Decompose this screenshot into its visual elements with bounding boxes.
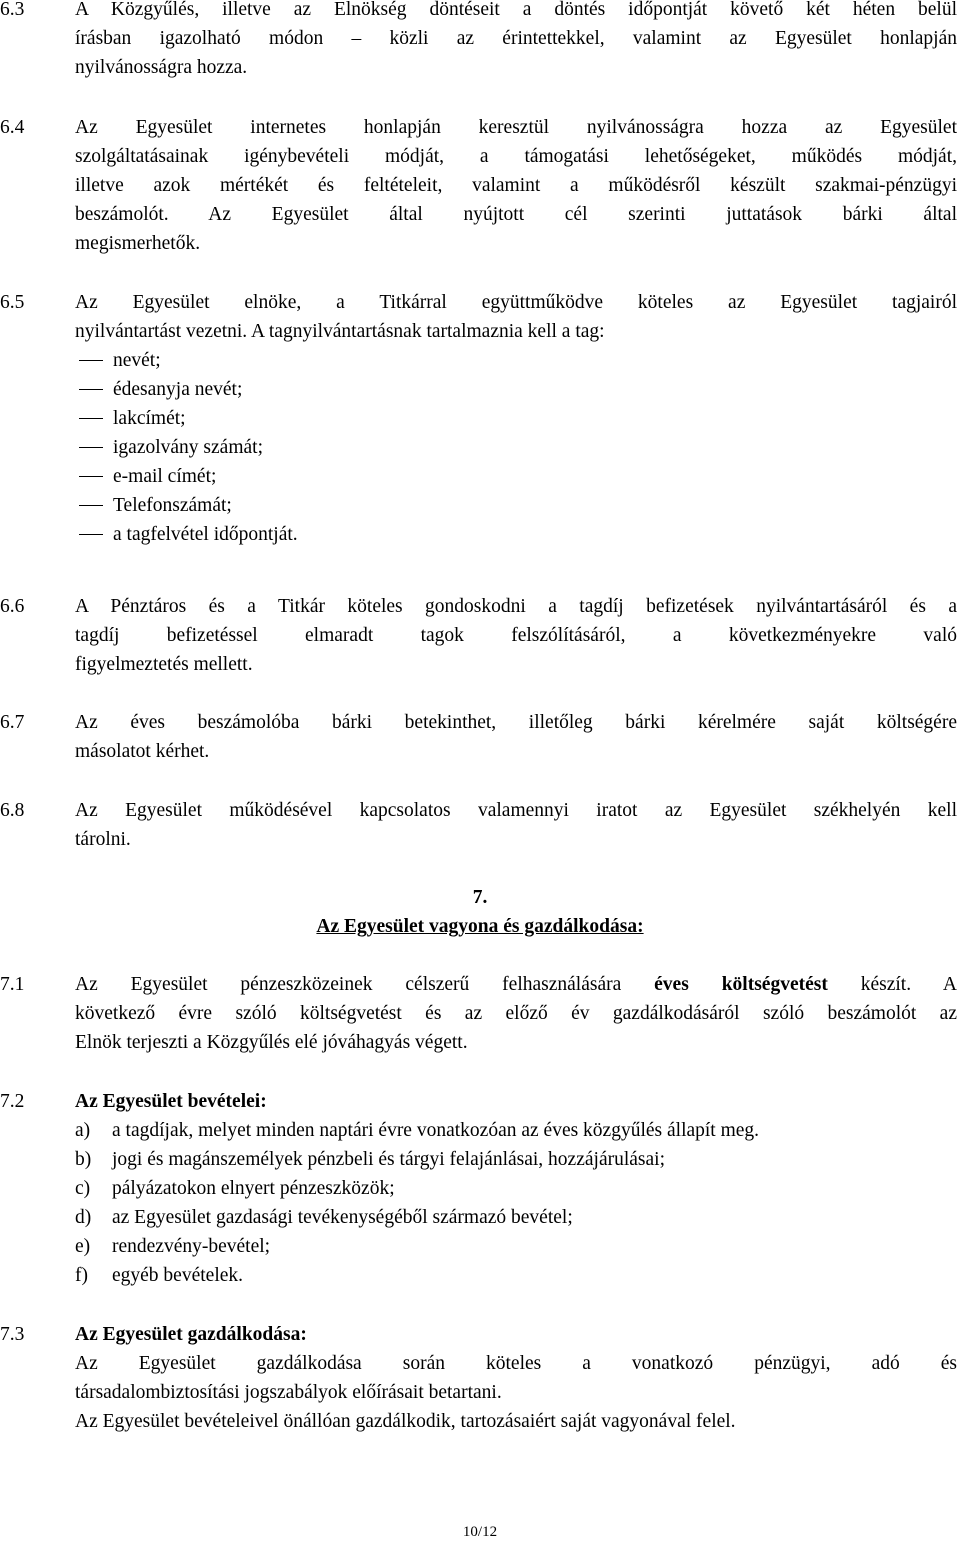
list-item-text: a tagfelvétel időpontját. [113, 524, 298, 545]
paragraph-line: A Közgyűlés, illetve az Elnökség döntéseit a döntés időpontját követő két héten belül [75, 0, 957, 20]
section-heading: Az Egyesület gazdálkodása: [75, 1324, 307, 1345]
paragraph-line: másolatot kérhet. [75, 741, 210, 762]
dash-bullet [79, 534, 103, 535]
section-number: 6.3 [0, 0, 25, 20]
list-label: a) [75, 1120, 91, 1141]
paragraph-line: Az Egyesület elnöke, a Titkárral együttműködve köteles az Egyesület tagjairól [75, 292, 957, 313]
paragraph-line: A Pénztáros és a Titkár köteles gondoskodni a tagdíj befizetések nyilvántartásáról és a [75, 596, 957, 617]
section-number: 6.5 [0, 292, 25, 313]
section-number: 6.6 [0, 596, 25, 617]
text-run: készít. A [827, 974, 957, 995]
section-number: 6.8 [0, 800, 25, 821]
list-label: c) [75, 1178, 91, 1199]
list-item [75, 375, 957, 404]
list-item [75, 1145, 957, 1174]
list-label: d) [75, 1207, 92, 1228]
page-number: 10/12 [462, 1524, 498, 1540]
section-number: 7.1 [0, 974, 25, 995]
list-item [75, 1116, 957, 1145]
list-item [75, 520, 957, 549]
list-item-text: e-mail címét; [113, 466, 217, 487]
bold-term: éves költségvetést [654, 974, 828, 995]
dash-bullet [79, 418, 103, 419]
paragraph-line: írásban igazolható módon – közli az érintettekkel, valamint az Egyesület honlapján [75, 28, 957, 49]
paragraph-line: beszámolót. Az Egyesület által nyújtott cél szerinti juttatások bárki által [75, 204, 957, 225]
list-item-text: pályázatokon elnyert pénzeszközök; [112, 1178, 395, 1199]
paragraph-line: illetve azok mértékét és feltételeit, valamint a működésről készült szakmai-pénzügyi [75, 175, 957, 196]
dash-bullet [79, 360, 103, 361]
list-item-text: édesanyja nevét; [113, 379, 243, 400]
paragraph-line: megismerhetők. [75, 233, 201, 254]
list-item [75, 462, 957, 491]
section-heading: Az Egyesület bevételei: [75, 1091, 267, 1112]
paragraph-line: nyilvánosságra hozza. [75, 57, 248, 78]
dash-bullet [79, 447, 103, 448]
list-item-text: a tagdíjak, melyet minden naptári évre vonatkozóan az éves közgyűlés állapít meg. [112, 1120, 760, 1141]
list-item [75, 1174, 957, 1203]
paragraph-line: következő évre szóló költségvetést és az előző év gazdálkodásáról szóló beszámolót az [75, 1003, 957, 1024]
list-item-text: Telefonszámát; [113, 495, 232, 516]
list-label: f) [75, 1265, 88, 1286]
paragraph-line: tagdíj befizetéssel elmaradt tagok felszólításáról, a következményekre való [75, 625, 957, 646]
list-item [75, 433, 957, 462]
list-item-text: rendezvény-bevétel; [112, 1236, 271, 1257]
paragraph-line: Az Egyesület internetes honlapján keresztül nyilvánosságra hozza az Egyesület [75, 117, 957, 138]
list-item-text: egyéb bevételek. [112, 1265, 244, 1286]
list-label: b) [75, 1149, 92, 1170]
list-item [75, 491, 957, 520]
dash-bullet [79, 505, 103, 506]
list-item-text: nevét; [113, 350, 161, 371]
paragraph-line: tárolni. [75, 829, 131, 850]
list-item-text: jogi és magánszemélyek pénzbeli és tárgyi felajánlásai, hozzájárulásai; [112, 1149, 665, 1170]
chapter-title: Az Egyesület vagyona és gazdálkodása: [316, 916, 644, 937]
section-number: 7.2 [0, 1091, 25, 1112]
list-item-text: az Egyesület gazdasági tevékenységéből származó bevétel; [112, 1207, 573, 1228]
paragraph-line: társadalombiztosítási jogszabályok előírásait betartani. [75, 1382, 502, 1403]
list-item [75, 1232, 957, 1261]
list-item [75, 1203, 957, 1232]
section-number: 6.4 [0, 117, 25, 138]
section-number: 7.3 [0, 1324, 25, 1345]
dash-bullet [79, 389, 103, 390]
text-run: Az Egyesület pénzeszközeinek célszerű felhasználására [75, 974, 655, 995]
dash-bullet [79, 476, 103, 477]
paragraph-line: Az Egyesület gazdálkodása során köteles a vonatkozó pénzügyi, adó és [75, 1353, 957, 1374]
list-item-text: lakcímét; [113, 408, 186, 429]
list-item [75, 346, 957, 375]
list-label: e) [75, 1236, 91, 1257]
section-number: 6.7 [0, 712, 25, 733]
paragraph-line: Az Egyesület működésével kapcsolatos valamennyi iratot az Egyesület székhelyén kell [75, 800, 957, 821]
list-item [75, 404, 957, 433]
paragraph-line: Elnök terjeszti a Közgyűlés elé jóváhagyás végett. [75, 1032, 468, 1053]
list-item [75, 1261, 957, 1290]
paragraph-line: Az éves beszámolóba bárki betekinthet, illetőleg bárki kérelmére saját költségére [75, 712, 957, 733]
paragraph-line: figyelmeztetés mellett. [75, 654, 253, 675]
paragraph-line [75, 970, 957, 999]
list-item-text: igazolvány számát; [113, 437, 263, 458]
paragraph-line: nyilvántartást vezetni. A tagnyilvántartásnak tartalmaznia kell a tag: [75, 321, 605, 342]
paragraph-line: Az Egyesület bevételeivel önállóan gazdálkodik, tartozásaiért saját vagyonával felel. [75, 1411, 736, 1432]
paragraph-line: szolgáltatásainak igénybevételi módját, a támogatási lehetőségeket, működés módját, [75, 146, 957, 167]
chapter-number: 7. [472, 887, 488, 908]
